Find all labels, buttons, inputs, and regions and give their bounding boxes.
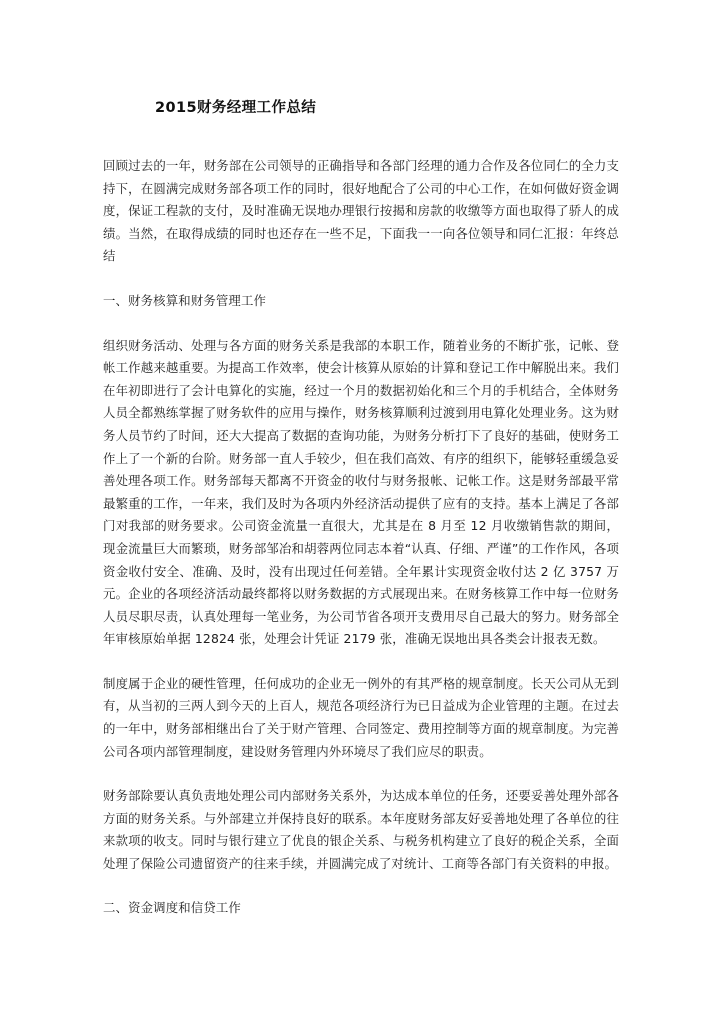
spacer-title: [103, 118, 619, 155]
page-title: 2015财务经理工作总结: [155, 100, 317, 116]
external-relations-paragraph: 财务部除要认真负责地处理公司内部财务关系外，为达成本单位的任务，还要妥善处理外部各方面的财务关系。与外部建立并保持良好的联系。本年度财务部友好妥善地处理了各单位的往来款项的收支。同时与银行建立了优良的银企关系、与税务机构建立了良好的税企关系，全面处理了保险公司遗留资产的往来手续，并圆满完成了对统计、工商等各部门有关资料的申报。: [103, 788, 619, 872]
spacer-4: [103, 763, 619, 785]
regulations-paragraph: 制度属于企业的硬性管理，任何成功的企业无一例外的有其严格的规章制度。长天公司从无到有，从当初的三两人到今天的上百人，规范各项经济行为已日益成为企业管理的主题。在过去的一年中，财务部相继出台了关于财产管理、合同签定、费用控制等方面的规章制度。为完善公司各项内部管理制度，建设财务管理内外环境尽了我们应尽的职责。: [103, 675, 619, 759]
spacer-5: [103, 876, 619, 897]
spacer-2: [103, 313, 619, 335]
section-heading-two: 二、资金调度和信贷工作: [103, 899, 241, 915]
spacer-3: [103, 651, 619, 673]
intro-paragraph: 回顾过去的一年，财务部在公司领导的正确指导和各部门经理的通力合作及各位同仁的全力支持下，在圆满完成财务部各项工作的同时，很好地配合了公司的中心工作，在如何做好资金调度，保证工程款的支付，及时准确无误地办理银行按揭和房款的收缴等方面也取得了骄人的成绩。当然，在取得成绩的同时也还存在一些不足，下面我一一向各位领导和同仁汇报：年终总结: [103, 158, 619, 264]
document-content: [103, 0, 619, 919]
spacer-1: [103, 268, 619, 290]
accounting-work-paragraph: 组织财务活动、处理与各方面的财务关系是我部的本职工作，随着业务的不断扩张，记帐、登帐工作越来越重要。为提高工作效率，使会计核算从原始的计算和登记工作中解脱出来。我们在年初即进行了会计电算化的实施，经过一个月的数据初始化和三个月的手机结合，全体财务人员全都熟练掌握了财务软件的应用与操作，财务核算顺利过渡到用电算化处理业务。这为财务人员节约了时间，还大大提高了数据的查询功能，为财务分析打下了良好的基础，使财务工作上了一个新的台阶。财务部一直人手较少，但在我们高效、有序的组织下，能够轻重缓急妥善处理各项工作。财务部每天都离不开资金的收付与财务报帐、记帐工作。这是财务部最平常最繁重的工作，一年来，我们及时为各项内外经济活动提供了应有的支持。基本上满足了各部门对我部的财务要求。公司资金流量一直很大，尤其是在 8 月至 12 月收缴销售款的期间，现金流量巨大而繁琐，财务部邹冶和胡蓉两位同志本着“认真、仔细、严谨”的工作作风，各项资金收付安全、准确、及时，没有出现过任何差错。全年累计实现资金收付达 2 亿 3757 万元。企业的各项经济活动最终都将以财务数据的方式展现出来。在财务核算工作中每一位财务人员尽职尽责，认真处理每一笔业务，为公司节省各项开支费用尽自己最大的努力。财务部全年审核原始单据 12824 张，处理会计凭证 2179 张，准确无误地出具各类会计报表无数。: [103, 337, 619, 647]
section-heading-one: 一、财务核算和财务管理工作: [103, 292, 267, 308]
